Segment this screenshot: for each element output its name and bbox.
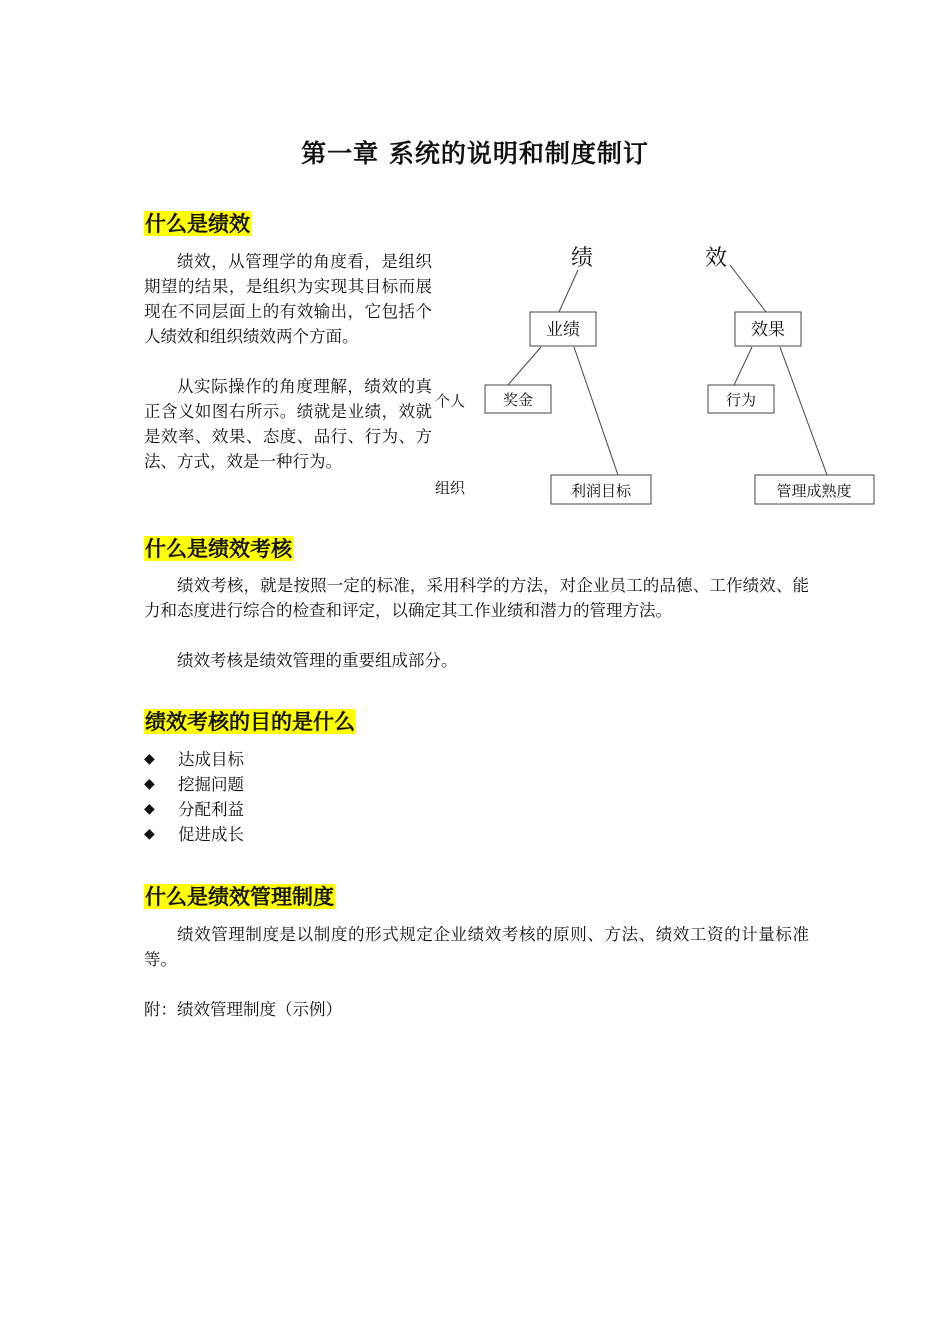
purpose-list: [144, 747, 244, 847]
section-heading-text: 绩效考核的目的是什么: [145, 709, 355, 734]
line-xiao-to-xiaoguo: [730, 265, 766, 312]
label-geren: 个人: [435, 392, 466, 410]
section-heading-text: 什么是绩效: [145, 211, 250, 236]
list-item: [144, 747, 244, 772]
list-item-text: 达成目标: [178, 750, 244, 769]
list-item-text: 分配利益: [178, 800, 244, 819]
box-xiaoguo-label: 效果: [751, 320, 785, 340]
line-xiaoguo-to-xingwei: [734, 347, 752, 385]
box-guanli-label: 管理成熟度: [776, 482, 852, 500]
box-xingwei-label: 行为: [725, 391, 757, 409]
section-heading-what-is-appraisal: [144, 535, 293, 563]
list-item-text: 促进成长: [178, 825, 244, 844]
section-heading-what-is-performance: [144, 210, 251, 238]
line-ji-to-yeji: [559, 270, 578, 312]
chapter-title: 第一章 系统的说明和制度制订: [301, 139, 649, 168]
bullet-diamond-icon: ◆: [144, 826, 155, 842]
line-yeji-to-lirun: [574, 347, 618, 475]
box-jiangjin-label: 奖金: [502, 391, 534, 409]
section-heading-text: 什么是绩效管理制度: [145, 884, 334, 909]
section-heading-appraisal-purpose: [144, 708, 356, 736]
label-zuzhi: 组织: [435, 479, 466, 497]
box-yeji-label: 业绩: [546, 320, 580, 340]
list-item: [144, 797, 244, 822]
section-heading-text: 什么是绩效考核: [145, 536, 292, 561]
paragraph-definition: 绩效，从管理学的角度看，是组织期望的结果，是组织为实现其目标而展现在不同层面上的有效输出，它包括个人绩效和组织绩效两个方面。: [144, 252, 432, 346]
paragraph-meaning: 从实际操作的角度理解，绩效的真正含义如图右所示。绩就是业绩，效就是效率、效果、态度、品行、行为、方法、方式，效是一种行为。: [144, 377, 432, 471]
list-item: [144, 822, 244, 847]
performance-diagram: [420, 235, 890, 520]
section-heading-management-system: [144, 883, 335, 911]
line-xiaoguo-to-guanli: [780, 347, 827, 475]
bullet-diamond-icon: ◆: [144, 776, 155, 792]
paragraph-appraisal-role: 绩效考核是绩效管理的重要组成部分。: [177, 651, 458, 670]
char-xiao: 效: [704, 246, 728, 271]
bullet-diamond-icon: ◆: [144, 801, 155, 817]
list-item: [144, 772, 244, 797]
bullet-diamond-icon: ◆: [144, 751, 155, 767]
line-yeji-to-jiangjin: [508, 347, 541, 385]
paragraph-management-system: 绩效管理制度是以制度的形式规定企业绩效考核的原则、方法、绩效工资的计量标准等。: [144, 925, 809, 969]
box-lirun-label: 利润目标: [570, 482, 632, 500]
char-ji: 绩: [570, 246, 594, 271]
appendix-note: 附：绩效管理制度（示例）: [144, 1000, 342, 1019]
paragraph-appraisal-definition: 绩效考核，就是按照一定的标准，采用科学的方法，对企业员工的品德、工作绩效、能力和态度进行综合的检查和评定，以确定其工作业绩和潜力的管理方法。: [144, 576, 809, 620]
list-item-text: 挖掘问题: [178, 775, 244, 794]
